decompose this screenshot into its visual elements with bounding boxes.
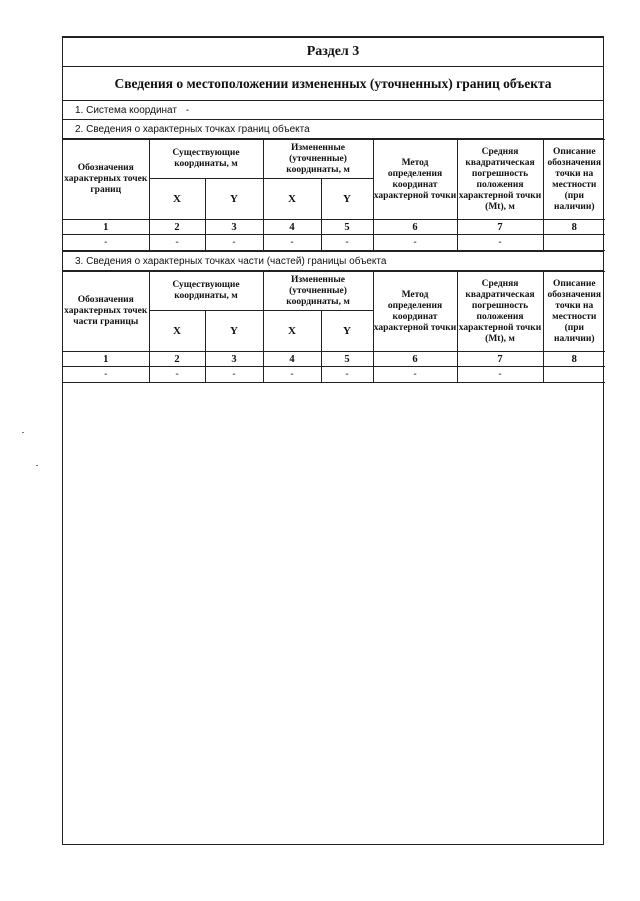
column-number: 8: [543, 220, 605, 235]
column-number: 6: [373, 352, 457, 367]
table-cell: -: [149, 367, 205, 383]
table-cell: -: [457, 235, 543, 251]
points-caption: 2. Сведения о характерных точках границ объекта: [63, 120, 603, 139]
header-description: Описание обозначения точки на местности (при наличии): [543, 272, 605, 352]
table-cell: -: [63, 235, 149, 251]
table-cell: -: [373, 367, 457, 383]
coord-system-label: 1. Система координат: [75, 104, 177, 116]
header-existing: Существующие координаты, м: [149, 140, 263, 179]
column-number: 5: [321, 352, 373, 367]
column-number: 6: [373, 220, 457, 235]
column-number: 3: [205, 220, 263, 235]
parts-caption: 3. Сведения о характерных точках части (частей) границы объекта: [63, 252, 603, 271]
column-number: 7: [457, 220, 543, 235]
section-title: Раздел 3: [63, 38, 603, 67]
column-number: 5: [321, 220, 373, 235]
header-changed: Измененные (уточненные) координаты, м: [263, 272, 373, 311]
table-cell: -: [263, 367, 321, 383]
header-designation: Обозначения характерных точек части границы: [63, 272, 149, 352]
column-number-row: [63, 220, 605, 235]
column-number: 1: [63, 220, 149, 235]
header-changed-x: X: [263, 179, 321, 220]
column-number: 2: [149, 220, 205, 235]
header-changed-y: Y: [321, 311, 373, 352]
header-existing-x: X: [149, 311, 205, 352]
table-cell: [543, 235, 605, 251]
column-number: 3: [205, 352, 263, 367]
table-cell: -: [149, 235, 205, 251]
coord-system-line: [63, 101, 603, 120]
document-frame: [62, 36, 604, 845]
table-cell: -: [205, 367, 263, 383]
table-cell: -: [63, 367, 149, 383]
header-existing-y: Y: [205, 311, 263, 352]
header-method: Метод определения координат характерной точки: [373, 272, 457, 352]
coord-system-value: -: [185, 104, 190, 116]
column-number: 4: [263, 352, 321, 367]
column-number: 8: [543, 352, 605, 367]
table-cell: -: [321, 367, 373, 383]
scan-speck: [36, 465, 38, 466]
parts-table: [63, 271, 605, 383]
table-cell: -: [457, 367, 543, 383]
table-cell: -: [205, 235, 263, 251]
column-number: 7: [457, 352, 543, 367]
column-number: 2: [149, 352, 205, 367]
header-description: Описание обозначения точки на местности (при наличии): [543, 140, 605, 220]
header-error: Средняя квадратическая погрешность положения характерной точки (Mt), м: [457, 140, 543, 220]
header-designation: Обозначения характерных точек границ: [63, 140, 149, 220]
scan-speck: [22, 432, 24, 433]
parts-caption-table: [63, 251, 603, 271]
header-existing-x: X: [149, 179, 205, 220]
table-cell: -: [321, 235, 373, 251]
table-row: [63, 367, 605, 383]
column-number: 4: [263, 220, 321, 235]
header-existing-y: Y: [205, 179, 263, 220]
header-table: [63, 37, 603, 139]
table-row: [63, 235, 605, 251]
table-cell: -: [263, 235, 321, 251]
header-changed: Измененные (уточненные) координаты, м: [263, 140, 373, 179]
header-existing: Существующие координаты, м: [149, 272, 263, 311]
header-method: Метод определения координат характерной точки: [373, 140, 457, 220]
header-error: Средняя квадратическая погрешность положения характерной точки (Mt), м: [457, 272, 543, 352]
header-changed-y: Y: [321, 179, 373, 220]
table-cell: [543, 367, 605, 383]
table-cell: -: [373, 235, 457, 251]
column-number-row: [63, 352, 605, 367]
header-changed-x: X: [263, 311, 321, 352]
points-table: [63, 139, 605, 251]
section-heading: Сведения о местоположении измененных (уточненных) границ объекта: [63, 67, 603, 101]
column-number: 1: [63, 352, 149, 367]
